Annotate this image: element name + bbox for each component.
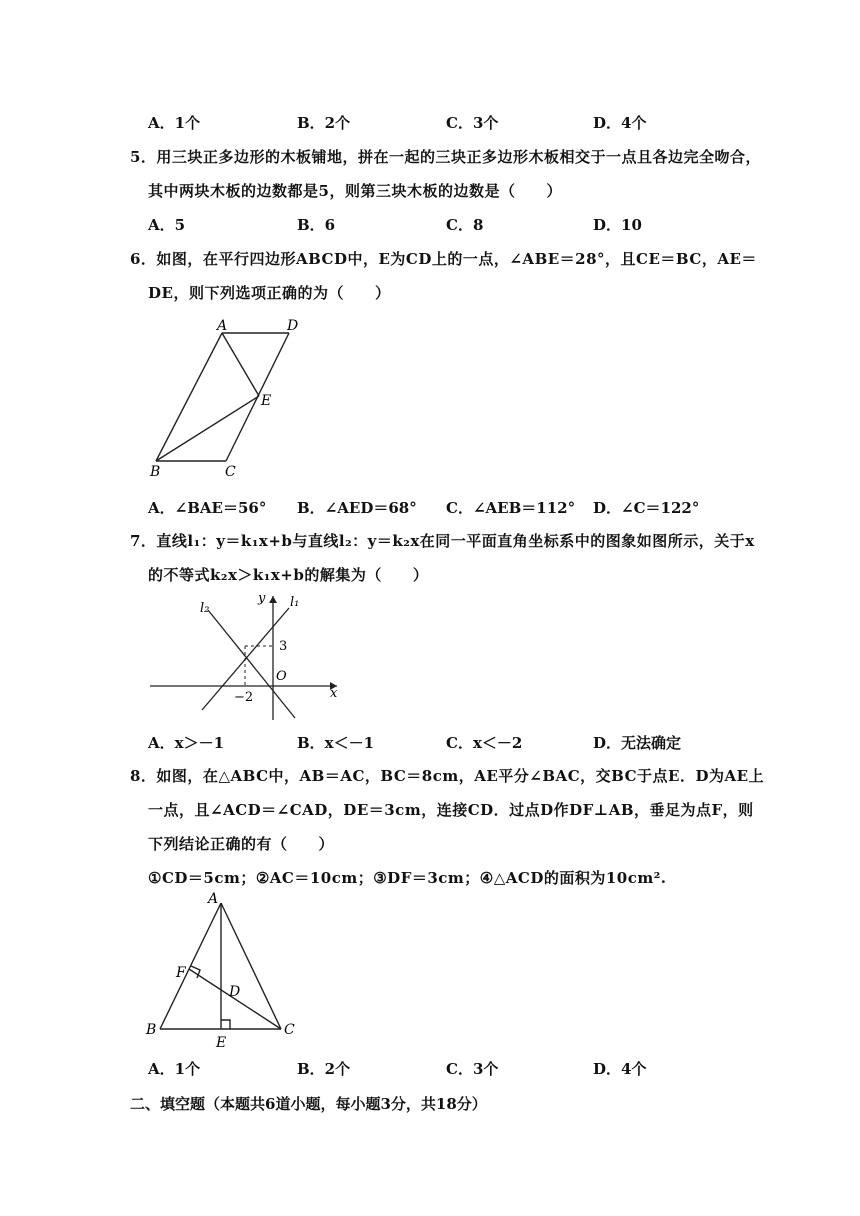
q6-stem-line2: DE，则下列选项正确的为（ ） — [148, 284, 391, 302]
q7-label-origin: O — [276, 669, 287, 684]
q7-stem-line1: 7．直线l₁：y＝k₁x+b与直线l₂：y＝k₂x在同一平面直角坐标系中的图象如图所示，关于x — [130, 532, 755, 550]
q8-label-d: D — [229, 984, 241, 1000]
q8-option-d: D．4个 — [593, 1060, 647, 1078]
q8-option-b: B．2个 — [297, 1060, 351, 1078]
q8-triangle-figure — [140, 888, 310, 1053]
q7-label-l1: l₁ — [290, 595, 300, 610]
q5-option-d: D．10 — [593, 216, 642, 234]
q6-parallelogram-figure — [140, 312, 320, 482]
q7-option-b: B．x＜－1 — [297, 734, 375, 752]
q4-option-c: C．3个 — [446, 114, 499, 132]
q4-option-a: A．1个 — [148, 114, 201, 132]
q8-stem-line3: 下列结论正确的有（ ） — [148, 835, 335, 853]
q7-option-d: D．无法确定 — [593, 734, 682, 752]
q4-option-d: D．4个 — [593, 114, 647, 132]
q7-label-l2: l₂ — [200, 601, 210, 616]
q6-option-b: B．∠AED＝68° — [297, 499, 417, 517]
q8-statements: ①CD＝5cm；②AC＝10cm；③DF＝3cm；④△ACD的面积为10cm². — [148, 869, 667, 887]
q7-label-3: 3 — [279, 639, 288, 654]
q7-option-a: A．x＞－1 — [148, 734, 225, 752]
q8-label-e: E — [216, 1035, 227, 1051]
q7-stem-line2: 的不等式k₂x＞k₁x+b的解集为（ ） — [148, 566, 429, 584]
q5-option-a: A．5 — [148, 216, 186, 234]
q6-option-a: A．∠BAE＝56° — [148, 499, 267, 517]
q7-y-axis-arrow — [269, 596, 277, 603]
q6-label-b: B — [150, 464, 161, 480]
q6-option-d: D．∠C＝122° — [593, 499, 700, 517]
q7-label-neg2: −2 — [234, 690, 254, 705]
q8-edge-ab — [160, 903, 221, 1029]
q4-option-b: B．2个 — [297, 114, 351, 132]
q5-stem-line2: 其中两块木板的边数都是5，则第三块木板的边数是（ ） — [148, 182, 562, 200]
q7-label-x: x — [330, 686, 338, 701]
q7-option-c: C．x＜－2 — [446, 734, 523, 752]
q8-stem-line1: 8．如图，在△ABC中，AB＝AC，BC＝8cm，AE平分∠BAC，交BC于点E．D为AE上 — [130, 767, 765, 785]
q6-edge-ba — [156, 333, 222, 461]
q7-label-y: y — [258, 591, 266, 606]
q6-label-a: A — [217, 318, 228, 334]
q8-option-c: C．3个 — [446, 1060, 499, 1078]
q5-option-c: C．8 — [446, 216, 484, 234]
q6-stem-line1: 6．如图，在平行四边形ABCD中，E为CD上的一点，∠ABE＝28°，且CE＝BC，AE＝ — [130, 250, 757, 268]
q8-label-b: B — [146, 1022, 157, 1038]
q8-stem-line2: 一点，且∠ACD＝∠CAD，DE＝3cm，连接CD．过点D作DF⊥AB，垂足为点F，则 — [148, 801, 754, 819]
q8-label-f: F — [176, 965, 186, 981]
q6-option-c: C．∠AEB＝112° — [446, 499, 576, 517]
q6-segment-ae — [222, 333, 259, 396]
q6-label-e: E — [261, 393, 272, 409]
q7-coordinate-figure — [145, 585, 355, 725]
q6-segment-be — [156, 396, 259, 461]
q6-label-d: D — [287, 318, 299, 334]
q8-right-angle-e — [221, 1020, 230, 1029]
q8-option-a: A．1个 — [148, 1060, 201, 1078]
section-2-heading: 二、填空题（本题共6道小题，每小题3分，共18分） — [130, 1095, 487, 1113]
q5-stem-line1: 5．用三块正多边形的木板铺地，拼在一起的三块正多边形木板相交于一点且各边完全吻合， — [130, 148, 761, 166]
q6-label-c: C — [225, 464, 236, 480]
q5-option-b: B．6 — [297, 216, 336, 234]
q8-label-a: A — [208, 891, 219, 907]
q8-label-c: C — [284, 1022, 295, 1038]
